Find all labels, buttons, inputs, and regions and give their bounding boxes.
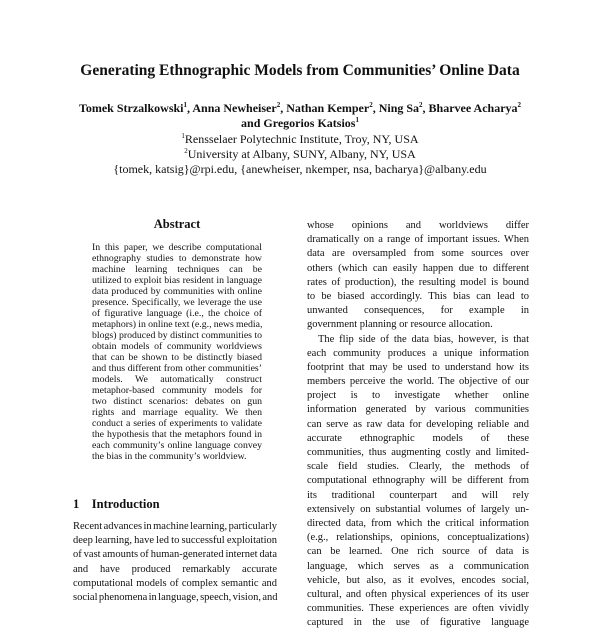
section-number: 1 <box>73 497 80 511</box>
text-line: footprint that may be used to understand how its <box>307 361 529 373</box>
text-line: members perceive the world. The objective of our <box>307 376 529 388</box>
text-line: rates of production), the resulting model is bound <box>307 276 529 288</box>
author-name: Nathan Kemper <box>286 101 370 115</box>
and-word: and <box>241 116 261 130</box>
text-line: to be biased accordingly. This bias can lead to <box>307 290 529 302</box>
text-line: computational models of complex semantic and <box>73 577 277 589</box>
affiliation-1 <box>0 132 600 147</box>
text-line: Recent advances in machine learning, particularly <box>73 521 277 532</box>
affiliation-mark: 2 <box>276 101 281 109</box>
text-line: language, which serves as a communication <box>307 560 529 572</box>
text-line: vehicle, but also, as it evolves, encodes social, <box>307 574 529 586</box>
text-line: of figurative language (i.e., the choice of <box>92 308 262 319</box>
text-line: cultural, and often physical experiences of its user <box>307 588 529 600</box>
text-line: social phenomena in language, speech, vision, and <box>73 591 278 603</box>
text-line: machine learning techniques can be <box>92 264 262 275</box>
affiliation-mark: 1 <box>355 116 359 124</box>
abstract-body <box>92 242 262 462</box>
section-title: Introduction <box>91 497 160 511</box>
text-line: metaphors) in online text (e.g., news media, <box>92 319 263 330</box>
text-line: its traditional counterpart and will rely <box>307 489 529 501</box>
text-line: In this paper, we describe computational <box>92 242 262 253</box>
affiliation-mark: 2 <box>517 101 522 109</box>
affiliation-number: 1 <box>181 132 185 140</box>
affiliation-number: 2 <box>184 147 188 155</box>
text-line: captured in the use of figurative language <box>307 617 529 629</box>
text-line: the hypothesis that the metaphors found in <box>92 429 262 440</box>
abstract-heading: Abstract <box>153 217 201 231</box>
text-line: the bias in the community’s worldview. <box>92 451 247 462</box>
text-line: can serve as raw data for developing reliable and <box>307 418 529 430</box>
text-line: metaphor-based community models for <box>92 385 262 396</box>
text-line: data produced by communities with online <box>92 286 262 297</box>
affiliation-2 <box>0 147 600 162</box>
text-line: ethnography studies to demonstrate how <box>92 253 262 264</box>
text-line: computational ethnography will be different from <box>307 475 529 487</box>
text-line: dramatically on a range of important issues. When <box>307 234 529 246</box>
text-line: can be learned. One rich source of data is <box>307 546 529 558</box>
text-line: project is to investigate whether online <box>307 390 529 402</box>
text-line: extensively on substantial volumes of largely un- <box>307 503 529 515</box>
text-line: whose opinions and worldviews differ <box>307 220 529 231</box>
affiliation-mark: 1 <box>183 101 188 109</box>
introduction-body <box>73 520 277 605</box>
text-line: (e.g., relationships, opinions, conceptualizations) <box>307 532 529 544</box>
text-line: that can be shown to be distinctly biased <box>92 352 262 363</box>
text-line: presence. Specifically, we leverage the use <box>92 297 262 308</box>
text-line: two distinct scenarios: debates on gun <box>92 396 262 407</box>
affiliation-mark: 2 <box>369 101 373 109</box>
text-line: each community’s online language convey <box>92 440 262 451</box>
author-name: Tomek Strzalkowski <box>78 101 184 115</box>
text-line: and have produced remarkably accurate <box>73 563 277 575</box>
author-name: Anna Newheiser <box>192 101 277 115</box>
text-line: accurate ethnographic models of these <box>307 432 529 444</box>
author-name: Gregorios Katsios <box>263 116 356 130</box>
author-name: Ning Sa <box>378 101 420 115</box>
text-line: obtain models of community worldviews <box>92 341 262 352</box>
text-line: models. We automatically construct <box>92 374 262 385</box>
affiliation-text: University at Albany, SUNY, Albany, NY, USA <box>187 147 416 161</box>
text-line: unwanted consequences, for example in <box>307 305 529 317</box>
text-line: scale field studies. Clearly, the methods of <box>307 461 529 473</box>
right-column-body <box>307 219 529 630</box>
text-line: data are oversampled from some sources over <box>307 248 529 260</box>
text-line: deep learning, have led to successful exploitation <box>73 535 277 547</box>
text-line: communities. These experiences are often vividly <box>307 603 529 615</box>
text-line: conduct a series of experiments to validate <box>92 418 262 429</box>
text-line: each community produces a unique information <box>307 347 529 359</box>
text-line: communities, thus augmenting costly and limited- <box>307 447 529 458</box>
text-line: and thus different from other communities’ <box>92 363 262 374</box>
author-emails: {tomek, katsig}@rpi.edu, {anewheiser, nkemper, nsa, bacharya}@albany.edu <box>113 162 487 176</box>
author-name: Bharvee Acharya <box>428 101 518 115</box>
text-line: utilized to exploit bias resident in language <box>92 275 262 286</box>
text-line: rights and marriage equality. We then <box>92 407 262 418</box>
affiliation-mark: 2 <box>419 101 423 109</box>
text-line: directed data, from which the critical information <box>307 517 529 529</box>
affiliation-text: Rensselaer Polytechnic Institute, Troy, NY, USA <box>184 132 419 146</box>
text-line: information generated by various communities <box>307 404 529 416</box>
text-line: government planning or resource allocation. <box>307 319 493 331</box>
text-line: blogs) produced by distinct communities to <box>92 330 263 341</box>
section-heading-introduction <box>73 497 160 512</box>
author-line-2 <box>0 116 600 131</box>
text-line: The flip side of the data bias, however, is that <box>318 333 529 345</box>
author-line-1: Tomek Strzalkowski$^1$, Anna Newheiser$^2$, Nathan Kemper$^2$, Ning Sa$^2$, Bharvee Acharya$^2$ <box>78 101 522 115</box>
paper-title: Generating Ethnographic Models from Communities’ Online Data <box>80 62 520 79</box>
text-line: others (which can easily happen due to different <box>307 262 529 274</box>
text-line: of vast amounts of human-generated internet data <box>73 549 277 561</box>
